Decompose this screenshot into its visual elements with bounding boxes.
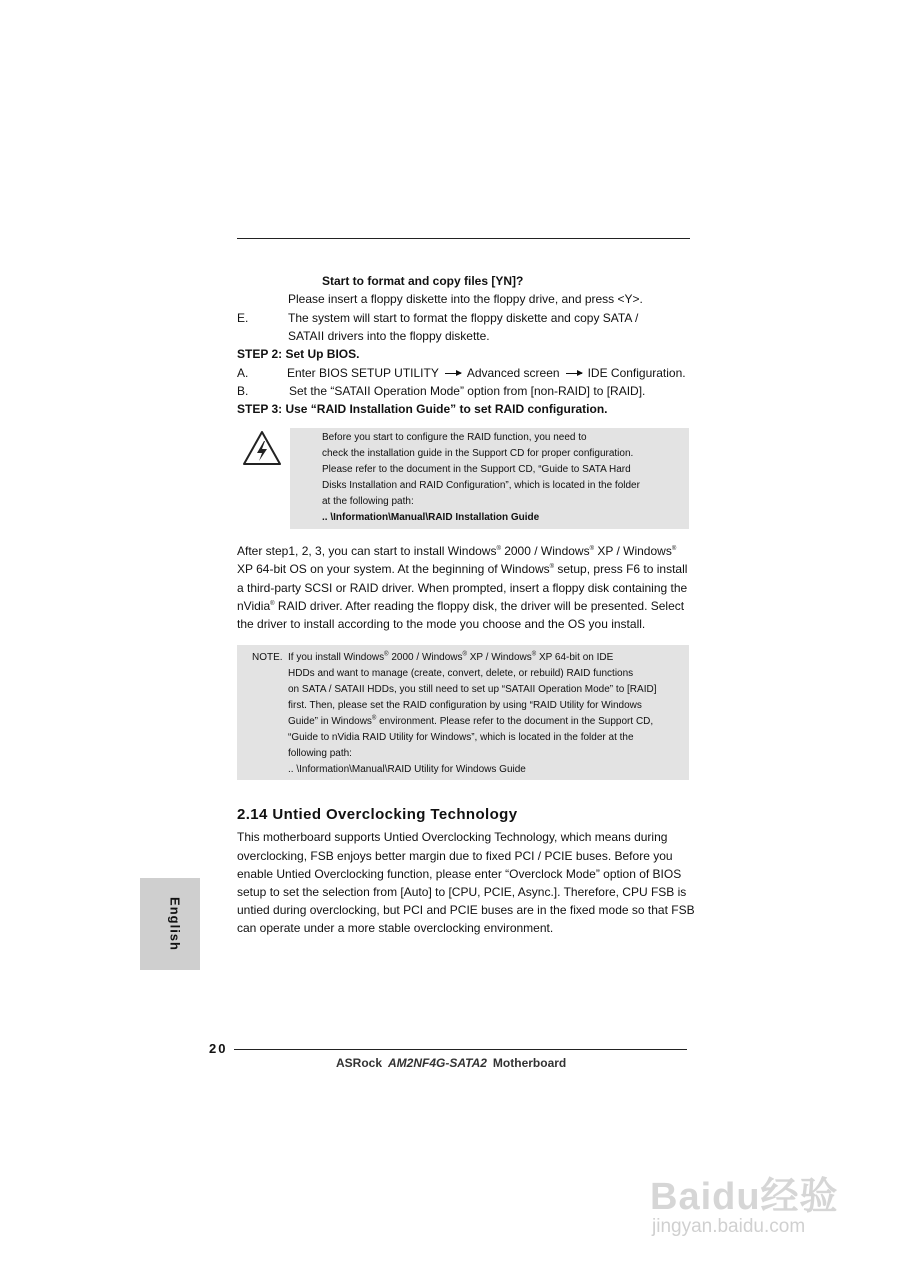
note-line: on SATA / SATAII HDDs, you still need to set up “SATAII Operation Mode” to [RAID] — [288, 684, 657, 695]
baidu-watermark-url: jingyan.baidu.com — [652, 1216, 806, 1237]
arrow-right-icon — [566, 373, 582, 374]
format-prompt: Start to format and copy files [YN]? — [322, 274, 524, 288]
after-line3: a third-party SCSI or RAID driver. When prompted, insert a floppy disk containing the — [237, 581, 688, 595]
section-line: overclocking, FSB enjoys better margin due to fixed PCI / PCIE buses. Before you — [237, 849, 673, 863]
warning-line: at the following path: — [322, 496, 414, 507]
warning-triangle-icon — [242, 430, 282, 466]
after-line5: the driver to install according to the mode you choose and the OS you install. — [237, 617, 646, 631]
warning-line: Disks Installation and RAID Configuration”, which is located in the folder — [322, 480, 640, 491]
warning-path: .. \Information\Manual\RAID Installation Guide — [322, 512, 540, 523]
after-line4: nVidia® RAID driver. After reading the floppy disk, the driver will be presented. Select — [237, 599, 685, 613]
insert-instruction: Please insert a floppy diskette into the floppy drive, and press <Y>. — [288, 292, 643, 306]
footer-product: ASRock AM2NF4G-SATA2 Motherboard — [336, 1056, 567, 1070]
note-label: NOTE. — [252, 652, 283, 663]
note-line: first. Then, please set the RAID configuration by using “RAID Utility for Windows — [288, 700, 642, 711]
note-line: “Guide to nVidia RAID Utility for Windows”, which is located in the folder at the — [288, 732, 634, 743]
after-line2: XP 64-bit OS on your system. At the beginning of Windows® setup, press F6 to install — [237, 562, 688, 576]
bottom-rule — [234, 1049, 687, 1050]
step-e-line1: The system will start to format the floppy diskette and copy SATA / — [288, 311, 639, 325]
section-line: can operate under a more stable overclocking environment. — [237, 921, 554, 935]
note-path: .. \Information\Manual\RAID Utility for Windows Guide — [288, 764, 526, 775]
step-e-line2: SATAII drivers into the floppy diskette. — [288, 329, 490, 343]
arrow-right-icon — [445, 373, 461, 374]
language-label: English — [167, 897, 183, 951]
note-line: HDDs and want to manage (create, convert, delete, or rebuild) RAID functions — [288, 668, 634, 679]
page-number: 20 — [209, 1041, 228, 1056]
step3-title: STEP 3: Use “RAID Installation Guide” to set RAID configuration. — [237, 402, 608, 416]
warning-line: Please refer to the document in the Support CD, “Guide to SATA Hard — [322, 464, 631, 475]
section-line: enable Untied Overclocking function, please enter “Overclock Mode” option of BIOS — [237, 867, 682, 881]
warning-line: check the installation guide in the Support CD for proper configuration. — [322, 448, 634, 459]
note-line: Guide” in Windows® environment. Please refer to the document in the Support CD, — [288, 715, 654, 727]
section-line: setup to set the selection from [Auto] to [CPU, PCIE, Async.]. Therefore, CPU FSB is — [237, 885, 687, 899]
section-line: This motherboard supports Untied Overclocking Technology, which means during — [237, 830, 668, 844]
section-title: 2.14 Untied Overclocking Technology — [237, 806, 518, 823]
note-line: following path: — [288, 748, 352, 759]
note-line: If you install Windows® 2000 / Windows® XP / Windows® XP 64-bit on IDE — [288, 651, 614, 663]
warning-line: Before you start to configure the RAID function, you need to — [322, 432, 587, 443]
step2-b-text: Set the “SATAII Operation Mode” option from [non-RAID] to [RAID]. — [289, 384, 646, 398]
step-e-letter: E. — [237, 311, 249, 325]
after-line1: After step1, 2, 3, you can start to install Windows® 2000 / Windows® XP / Windows® — [237, 544, 677, 558]
baidu-watermark-logo: Baidu经验 — [650, 1176, 839, 1218]
top-rule — [237, 238, 690, 239]
section-line: untied during overclocking, but PCI and PCIE buses are in the fixed mode so that FSB — [237, 903, 695, 917]
step2-b-letter: B. — [237, 384, 249, 398]
step2-a-letter: A. — [237, 366, 249, 380]
step2-a-text: Enter BIOS SETUP UTILITY Advanced screen IDE Configuration. — [287, 366, 686, 380]
step2-title: STEP 2: Set Up BIOS. — [237, 347, 360, 361]
